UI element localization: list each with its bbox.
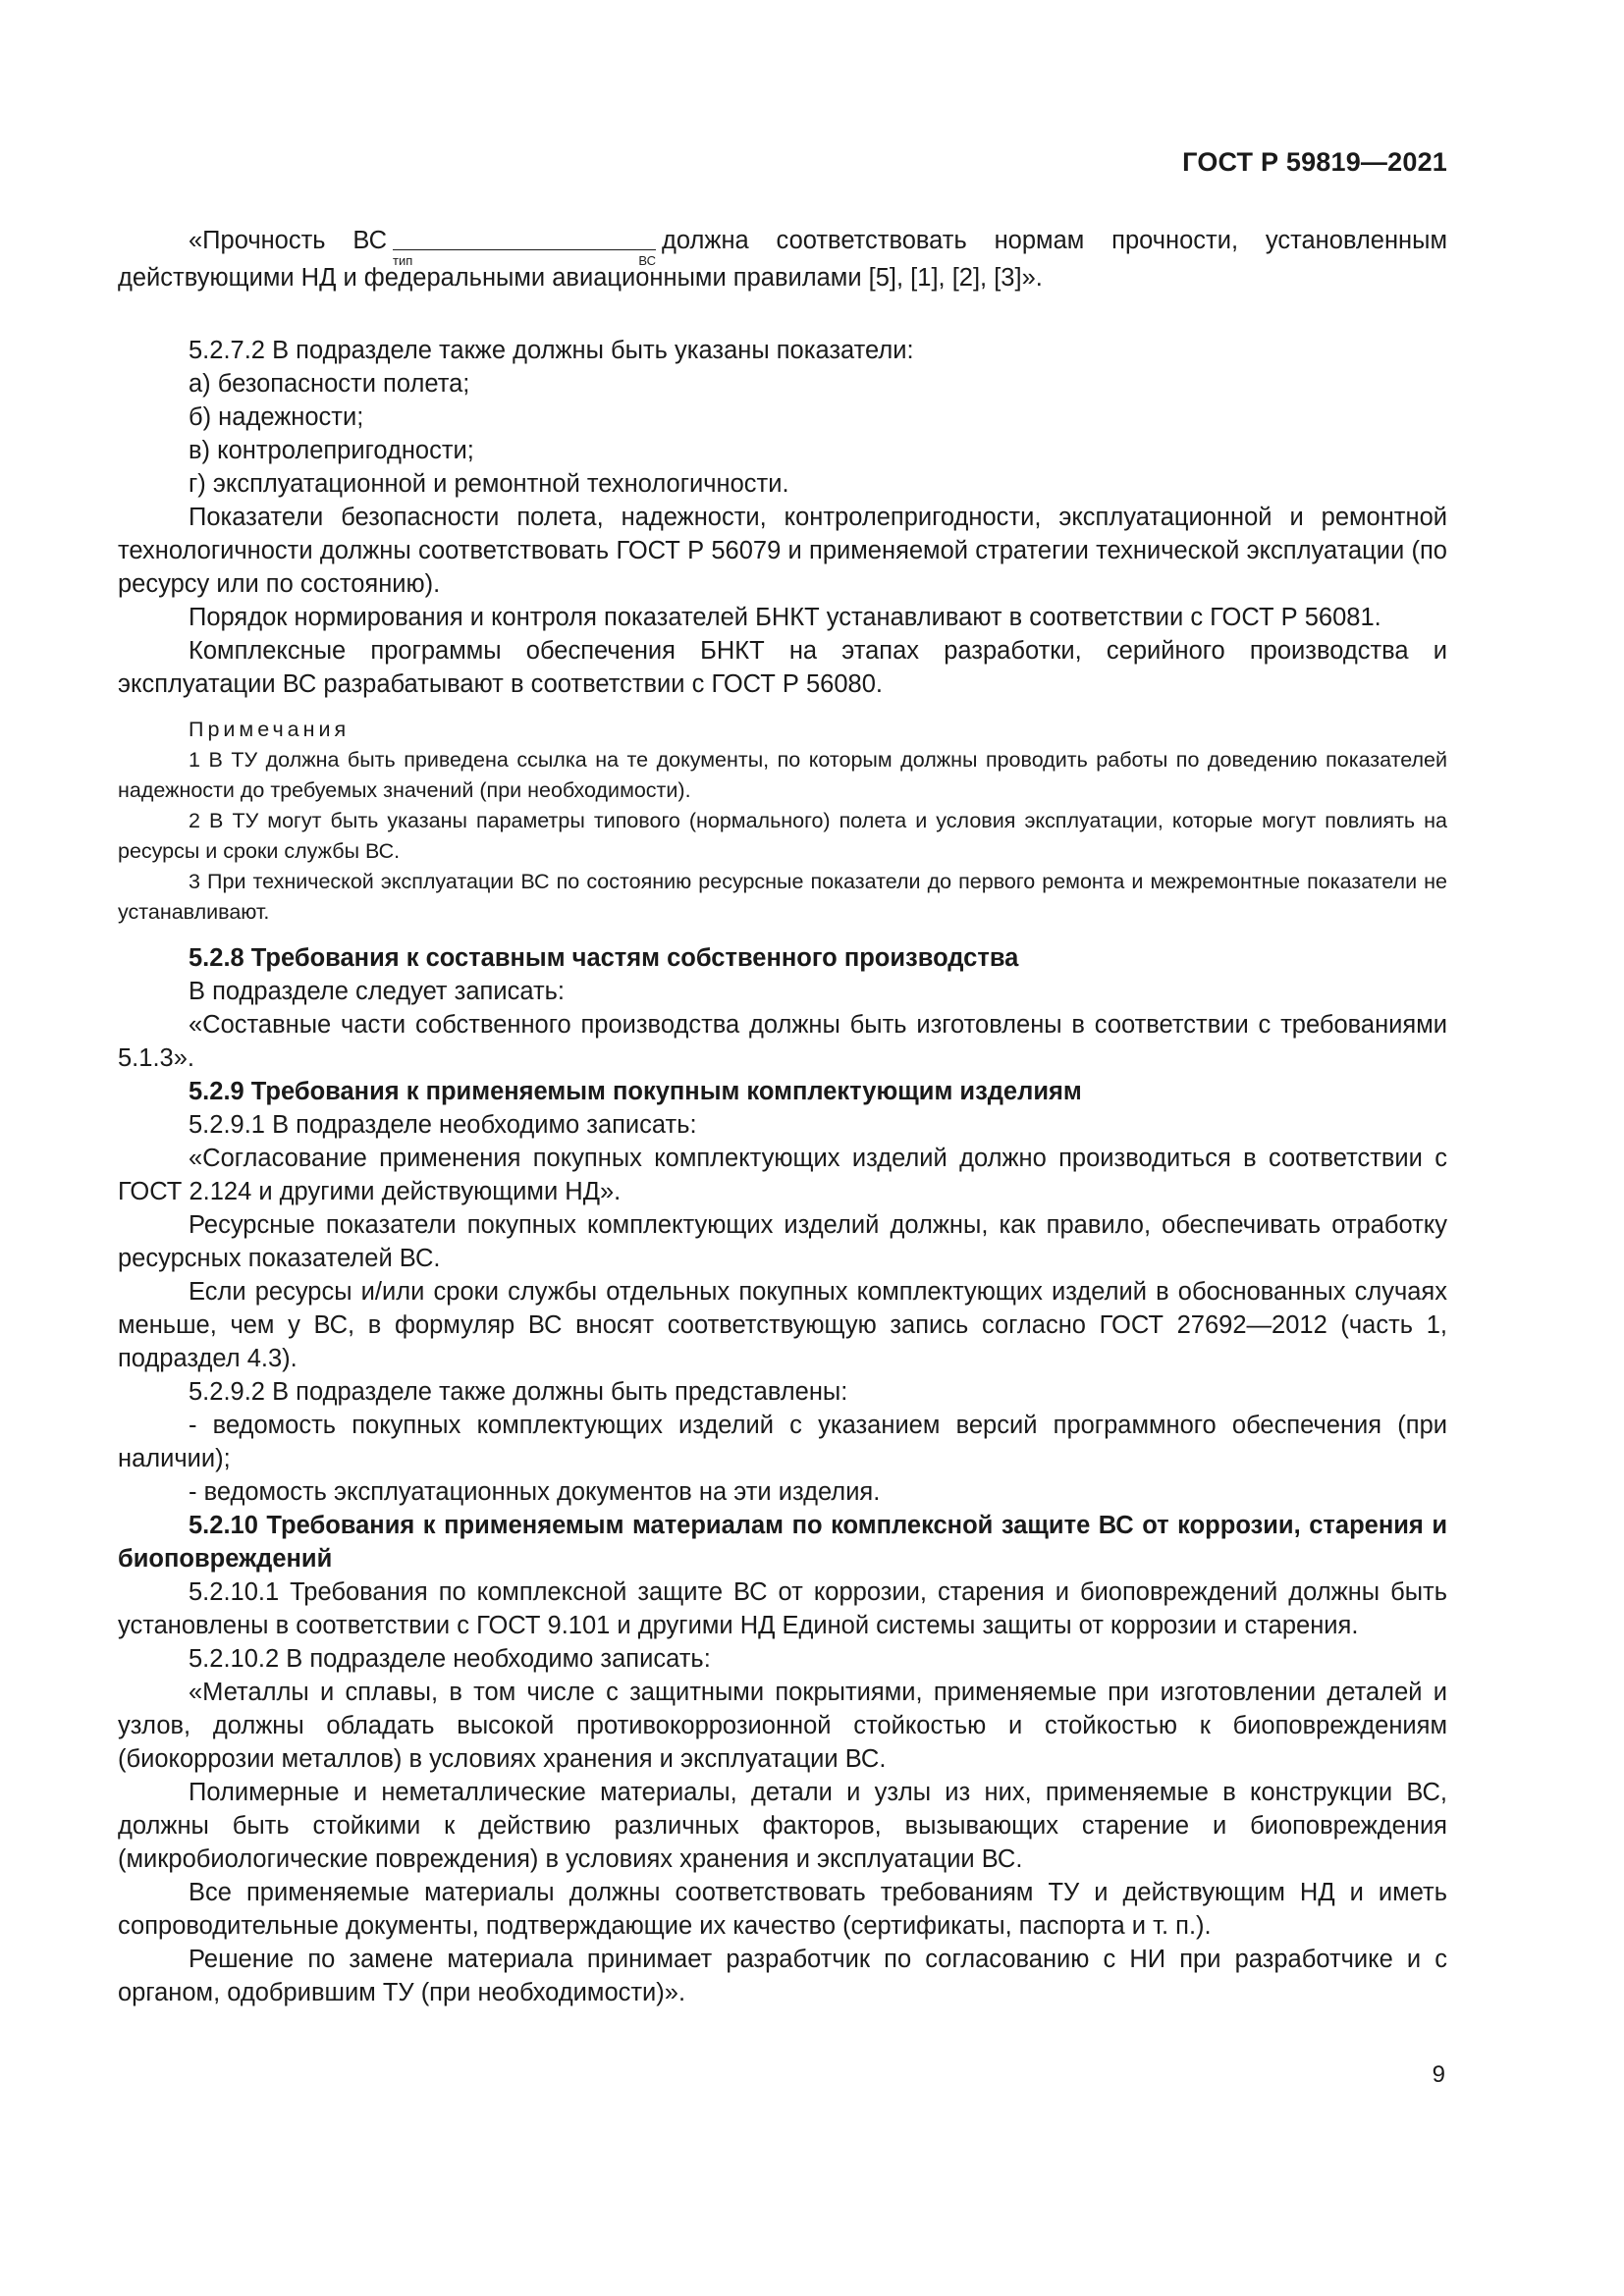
paragraph: Решение по замене материала принимает разработчик по согласованию с НИ при разработчике и с органом, одобрившим ТУ (при необходимости)». [118,1946,1447,2006]
paragraph: 5.2.9.1 В подразделе необходимо записать: [189,1111,697,1139]
notes-title: Примечания [189,718,351,741]
list-item: г) эксплуатационной и ремонтной технологичности. [189,470,789,498]
strength-quote-line-1 [118,224,1447,268]
list-item: в) контролепригодности; [189,437,474,464]
paragraph: Все применяемые материалы должны соответствовать требованиям ТУ и действующим НД и иметь сопроводительные документы, подтверждающие их качество (сертификаты, паспорта и т. п.). [118,1879,1447,1940]
paragraph: Полимерные и неметаллические материалы, детали и узлы из них, применяемые в конструкции ВС, должны быть стойкими к действию различных факторов, вызывающих старение и биоповреждения (микробиологические повреждения) в условиях хранения и эксплуатации ВС. [118,1779,1447,1873]
document-body [118,224,1447,2009]
paragraph: «Металлы и сплавы, в том числе с защитными покрытиями, применяемые при изготовлении деталей и узлов, должны обладать высокой противокоррозионной стойкостью и стойкостью к биоповреждениям (биокоррозии металлов) в условиях хранения и эксплуатации ВС. [118,1679,1447,1773]
section-5-2-9-heading: 5.2.9 Требования к применяемым покупным комплектующим изделиям [189,1078,1082,1105]
document-code-header: ГОСТ Р 59819—2021 [1182,147,1447,177]
note-item: 1 В ТУ должна быть приведена ссылка на те документы, по которым должны проводить работы по доведению показателей надежности до требуемых значений (при необходимости). [118,748,1447,802]
section-5-2-7-2-intro: 5.2.7.2 В подразделе также должны быть указаны показатели: [189,337,914,364]
list-item: б) надежности; [189,403,364,431]
strength-quote-line-2: действующими НД и федеральными авиационными правилами [5], [1], [2], [3]». [118,264,1043,292]
section-5-2-10-heading: 5.2.10 Требования к применяемым материалам по комплексной защите ВС от коррозии, старения и биоповреждений [118,1512,1447,1573]
paragraph: 5.2.10.1 Требования по комплексной защите ВС от коррозии, старения и биоповреждений должны быть установлены в соответствии с ГОСТ 9.101 и другими НД Единой системы защиты от коррозии и старения. [118,1578,1447,1639]
paragraph: «Согласование применения покупных комплектующих изделий должно производиться в соответствии с ГОСТ 2.124 и другими действующими НД». [118,1145,1447,1205]
list-item: - ведомость эксплуатационных документов на эти изделия. [189,1478,881,1506]
notes-block [118,715,1447,928]
paragraph: Если ресурсы и/или сроки службы отдельных покупных комплектующих изделий в обоснованных случаях меньше, чем у ВС, в формуляр ВС вносят соответствующую запись согласно ГОСТ 27692—2012 (часть 1, подраздел 4.3). [118,1278,1447,1372]
strength-quote-before: «Прочность ВС [189,227,387,254]
page-number: 9 [1432,2061,1445,2088]
list-item: - ведомость покупных комплектующих изделий с указанием версий программного обеспечения (при наличии); [118,1412,1447,1472]
section-5-2-8-heading: 5.2.8 Требования к составным частям собственного производства [189,944,1019,972]
note-item: 2 В ТУ могут быть указаны параметры типового (нормального) полета и условия эксплуатации, которые могут повлиять на ресурсы и сроки службы ВС. [118,809,1447,863]
paragraph: 5.2.9.2 В подразделе также должны быть представлены: [189,1378,848,1406]
paragraph: Ресурсные показатели покупных комплектующих изделий должны, как правило, обеспечивать отработку ресурсных показателей ВС. [118,1211,1447,1272]
paragraph: Порядок нормирования и контроля показателей БНКТ устанавливают в соответствии с ГОСТ Р 56081. [189,604,1381,631]
paragraph: «Составные части собственного производства должны быть изготовлены в соответствии с требованиями 5.1.3». [118,1011,1447,1072]
paragraph: Комплексные программы обеспечения БНКТ на этапах разработки, серийного производства и эксплуатации ВС разрабатывают в соответствии с ГОСТ Р 56080. [118,637,1447,698]
aircraft-type-caption: тип ВС [393,253,656,268]
list-item: а) безопасности полета; [189,370,470,398]
note-item: 3 При технической эксплуатации ВС по состоянию ресурсные показатели до первого ремонта и межремонтные показатели не устанавливают. [118,870,1447,924]
aircraft-type-blank [393,225,656,268]
paragraph: 5.2.10.2 В подразделе необходимо записать: [189,1645,711,1673]
paragraph: В подразделе следует записать: [189,978,566,1005]
paragraph: Показатели безопасности полета, надежности, контролепригодности, эксплуатационной и ремонтной технологичности должны соответствовать ГОСТ Р 56079 и применяемой стратегии технической эксплуатации (по ресурсу или по состоянию). [118,504,1447,598]
strength-quote-after: должна соответствовать нормам прочности, установленным [662,227,1447,254]
